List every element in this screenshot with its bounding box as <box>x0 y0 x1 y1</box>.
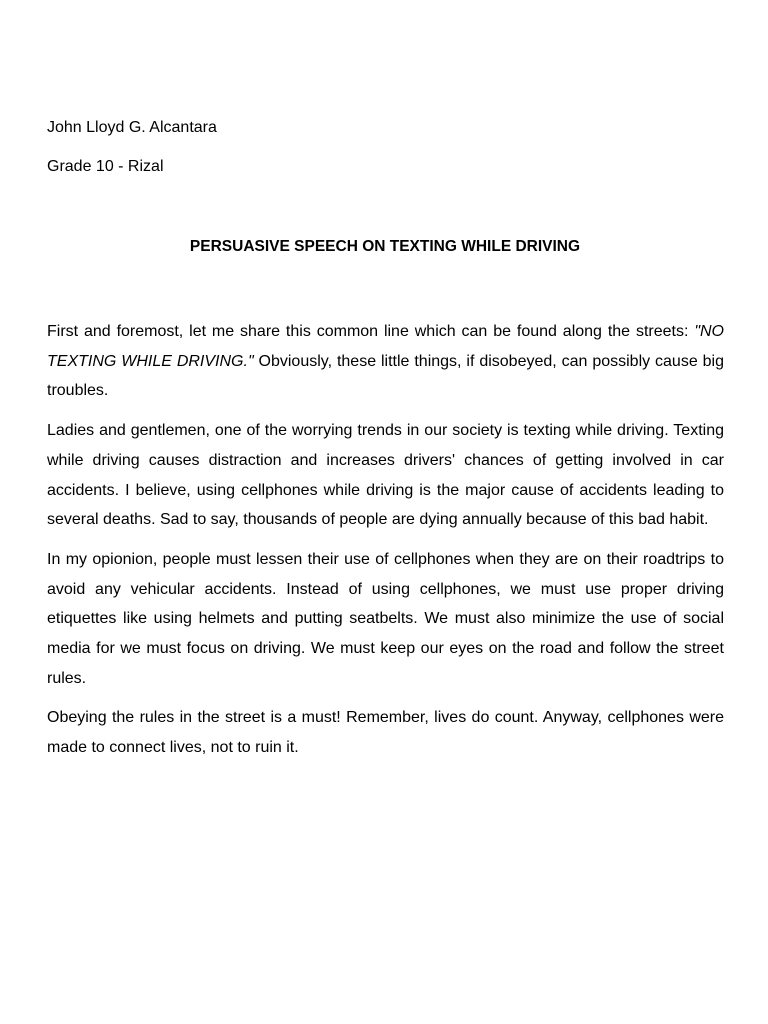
paragraph-1 <box>47 317 724 406</box>
author-name: John Lloyd G. Alcantara <box>47 119 217 136</box>
paragraph-2: Ladies and gentlemen, one of the worrying trends in our society is texting while driving. Texting while driving causes distraction and increases drivers' chances of getting involved in car accidents. I believe, using cellphones while driving is the major cause of accidents leading to several deaths. Sad to say, thousands of people are dying annually because of this bad habit. <box>47 422 724 529</box>
paragraph-4: Obeying the rules in the street is a must! Remember, lives do count. Anyway, cellphones were made to connect lives, not to ruin it. <box>47 709 724 757</box>
grade-section: Grade 10 - Rizal <box>47 158 164 175</box>
speech-title: PERSUASIVE SPEECH ON TEXTING WHILE DRIVING <box>189 238 581 255</box>
paragraph-1-rest: Obviously, these little things, if disobeyed, can possibly cause big troubles. <box>47 352 724 400</box>
speech-body <box>47 317 724 773</box>
paragraph-1-quote: "NO TEXTING WHILE DRIVING." <box>47 323 724 370</box>
paragraph-1-intro: First and foremost, let me share this common line which can be found along the streets: <box>47 323 695 340</box>
paragraph-3: In my opionion, people must lessen their use of cellphones when they are on their roadtrips to avoid any vehicular accidents. Instead of using cellphones, we must use proper driving etiquettes like using helmets and putting seatbelts. We must also minimize the use of social media for we must focus on driving. We must keep our eyes on the road and follow the street rules. <box>47 550 724 687</box>
